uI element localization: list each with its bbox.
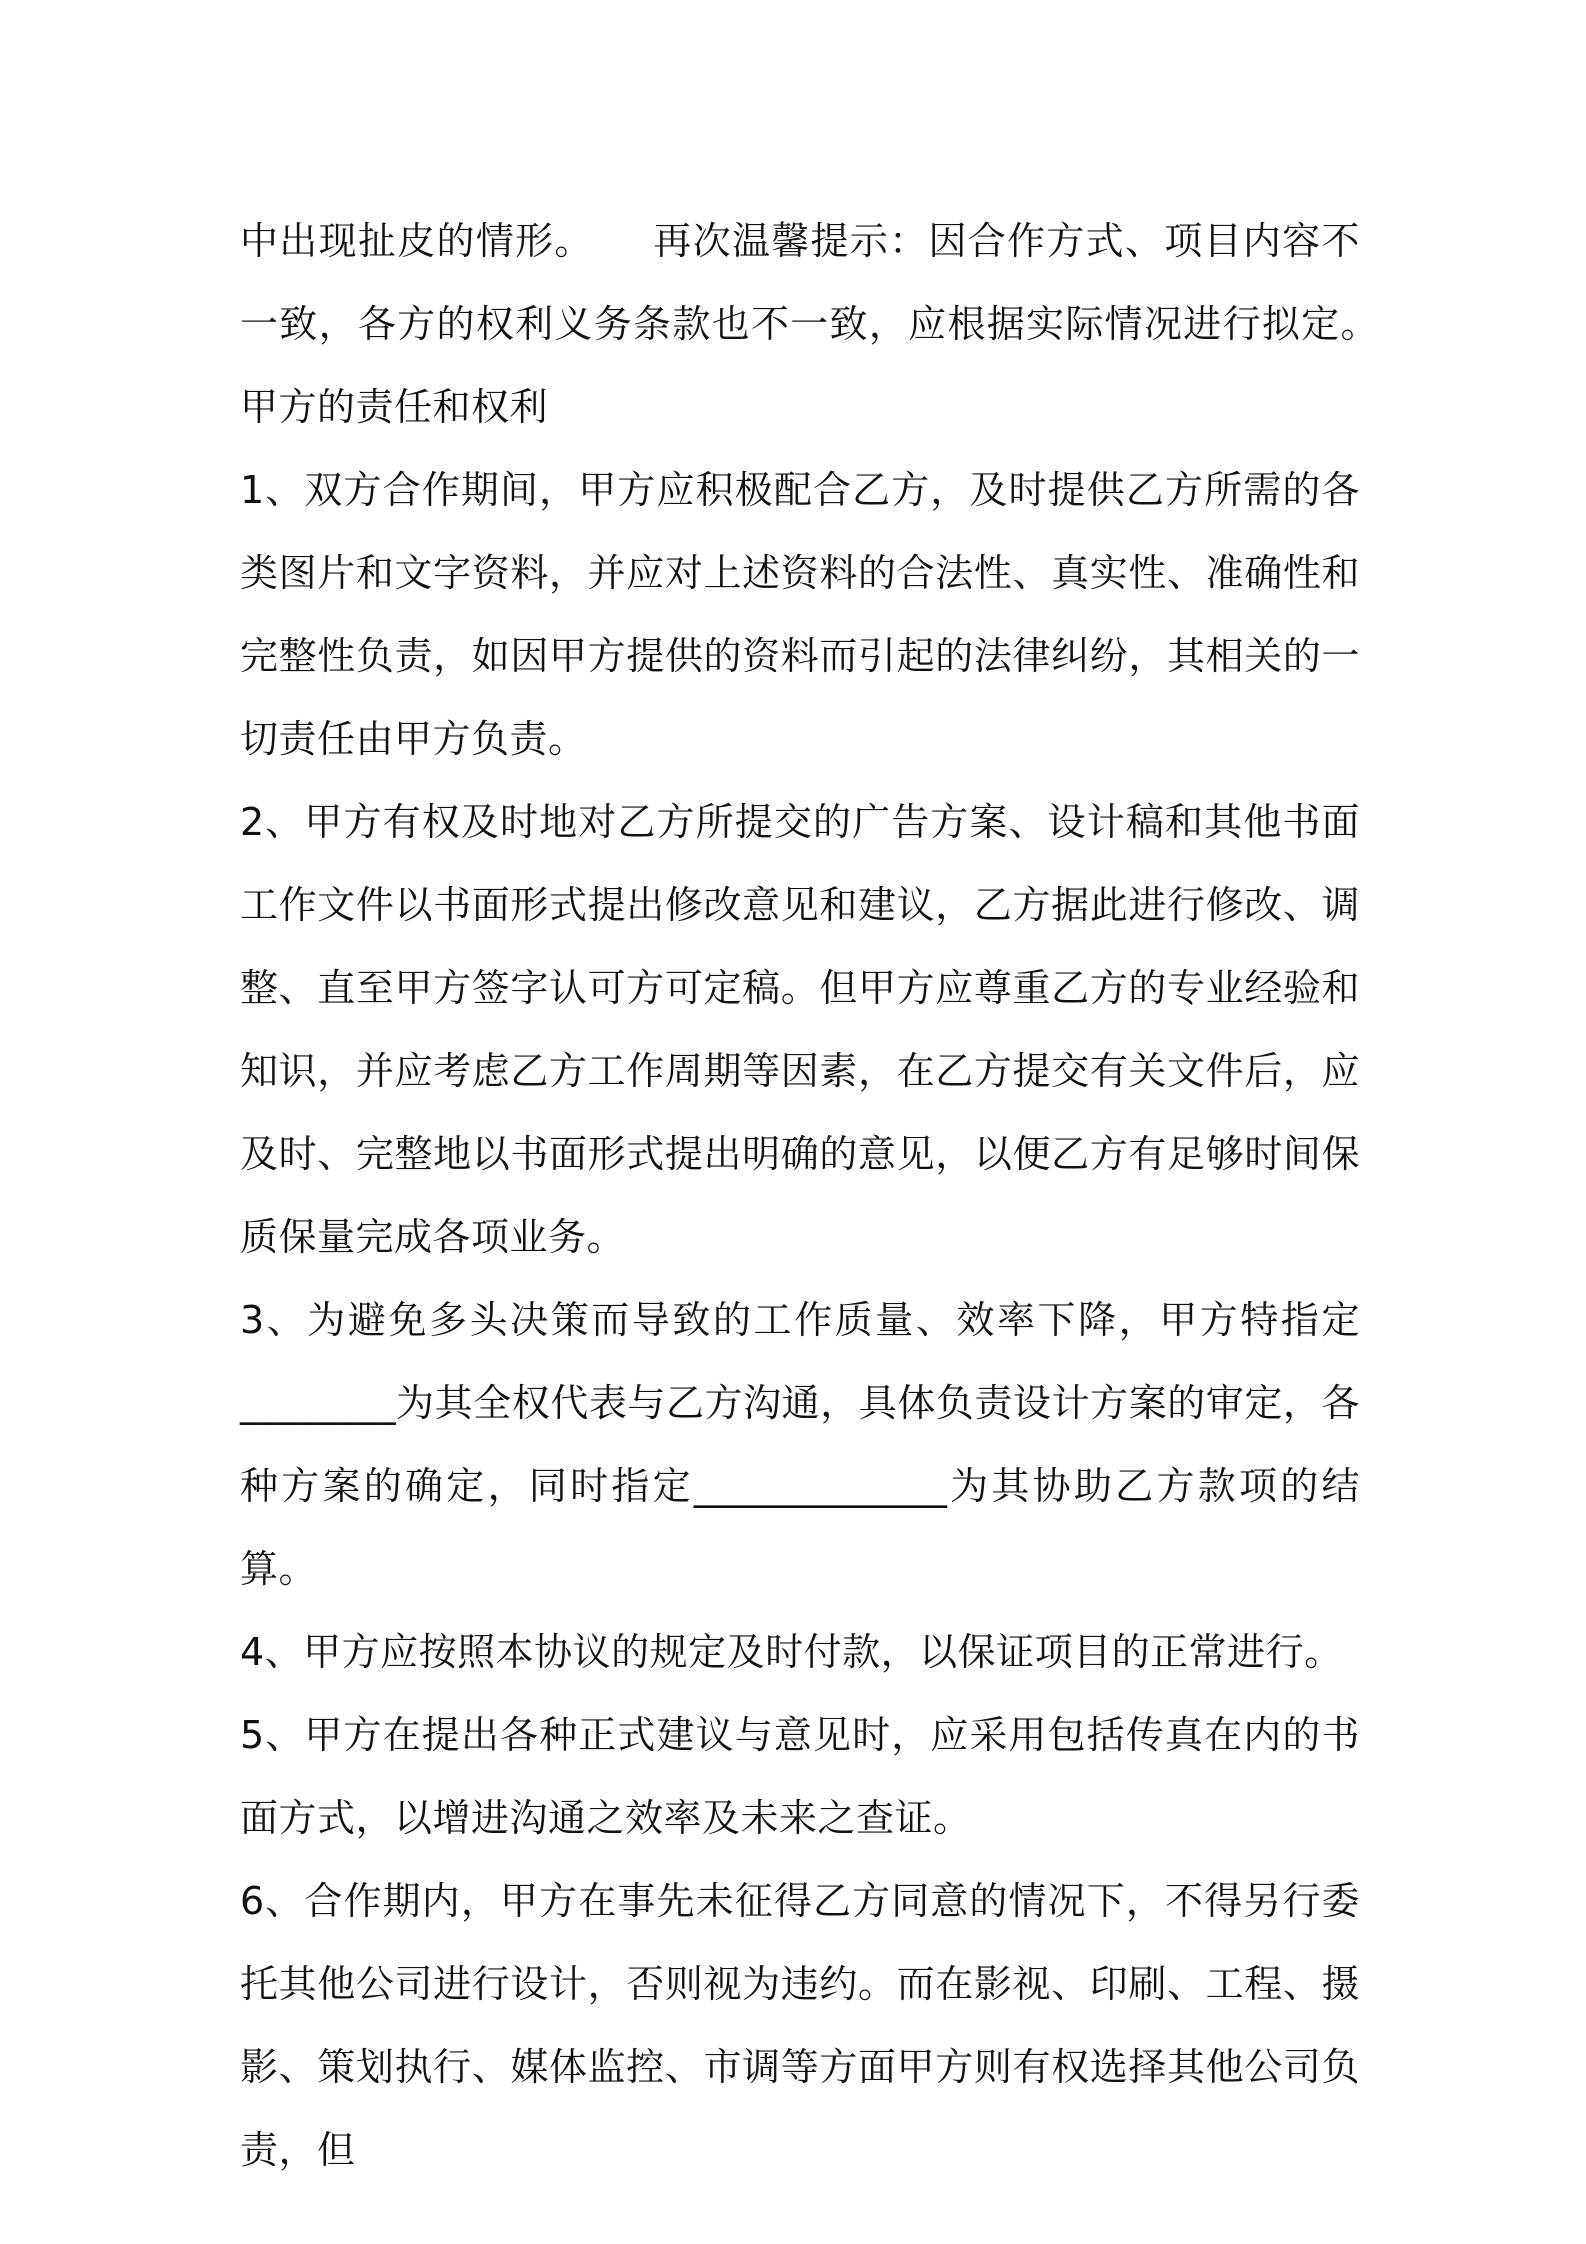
paragraph-intro: 中出现扯皮的情形。 再次温馨提示：因合作方式、项目内容不一致，各方的权利义务条款也不一致，应根据实际情况进行拟定。 甲方的责任和权利 [240,219,1399,429]
paragraph-clause-6: 6、合作期内，甲方在事先未征得乙方同意的情况下，不得另行委托其他公司进行设计，否则视为违约。而在影视、印刷、工程、摄影、策划执行、媒体监控、市调等方面甲方则有权选择其他公司负责，但 [240,1879,1360,2172]
paragraph-clause-2: 2、甲方有权及时地对乙方所提交的广告方案、设计稿和其他书面工作文件以书面形式提出修改意见和建议，乙方据此进行修改、调整、直至甲方签字认可方可定稿。但甲方应尊重乙方的专业经验和知识，并应考虑乙方工作周期等因素，在乙方提交有关文件后，应及时、完整地以书面形式提出明确的意见，以便乙方有足够时间保质保量完成各项业务。 [240,800,1360,1259]
paragraph-clause-1: 1、双方合作期间，甲方应积极配合乙方，及时提供乙方所需的各类图片和文字资料，并应对上述资料的合法性、真实性、准确性和完整性负责，如因甲方提供的资料而引起的法律纠纷，其相关的一切责任由甲方负责。 [240,468,1360,761]
paragraph-clause-3: 3、为避免多头决策而导致的工作质量、效率下降，甲方特指定________为其全权代表与乙方沟通，具体负责设计方案的审定，各种方案的确定，同时指定_____________为其协助乙方款项的结算。 [240,1298,1360,1591]
paragraph-clause-5: 5、甲方在提出各种正式建议与意见时，应采用包括传真在内的书面方式，以增进沟通之效率及未来之查证。 [240,1713,1360,1840]
document-body [240,200,1399,2192]
paragraph-clause-4: 4、甲方应按照本协议的规定及时付款，以保证项目的正常进行。 [240,1630,1343,1674]
